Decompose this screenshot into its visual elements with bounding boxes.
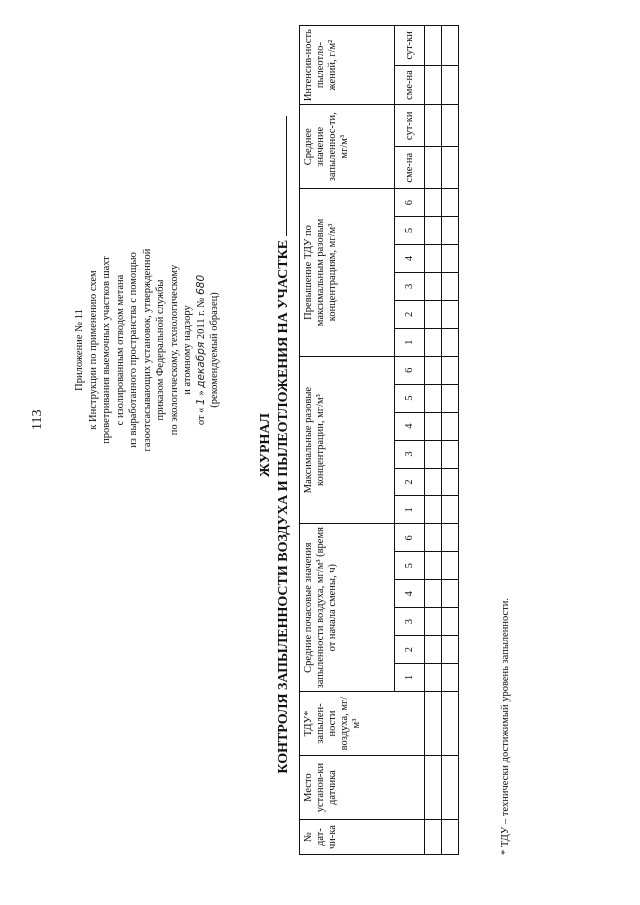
hour-cell: 1 — [395, 328, 425, 356]
appendix-line: из выработанного пространства с помощью — [128, 252, 139, 448]
title-line-2-text: КОНТРОЛЯ ЗАПЫЛЕННОСТИ ВОЗДУХА И ПЫЛЕОТЛОЖЕНИЯ НА УЧАСТКЕ — [276, 239, 291, 774]
hour-cell: 1 — [395, 496, 425, 524]
hour-cell: 4 — [395, 412, 425, 440]
day-cell: сут-ки — [395, 26, 425, 66]
order-number-handwritten: 680 — [194, 274, 207, 295]
title-line-2 — [274, 10, 292, 880]
hour-cell: 5 — [395, 217, 425, 245]
hour-cell: 3 — [395, 440, 425, 468]
header-mean-dustiness: Среднее значение запыленнос-ти, мг/м³ — [300, 105, 395, 189]
hour-cell: 3 — [395, 272, 425, 300]
appendix-line: Приложение № 11 — [74, 309, 85, 391]
hour-cell: 6 — [395, 356, 425, 384]
hour-cell: 2 — [395, 636, 425, 664]
date-prefix: от « — [195, 407, 207, 426]
date-day-handwritten: 1 — [194, 398, 207, 405]
appendix-line: с изолированным отводом метана — [114, 274, 126, 426]
hour-cell: 2 — [395, 300, 425, 328]
header-deposit-intensity: Интенсив-ность пылеотло-жений, г/м² — [300, 26, 395, 105]
appendix-block — [73, 215, 222, 485]
shift-cell: сме-на — [395, 65, 425, 105]
hour-cell: 4 — [395, 580, 425, 608]
hour-cell: 6 — [395, 524, 425, 552]
appendix-line: газоотсасывающих установок, утвержденной — [141, 248, 153, 452]
journal-title — [257, 10, 292, 880]
date-year: 2011 г. № — [195, 297, 207, 340]
appendix-line: приказом Федеральной службы — [155, 279, 166, 421]
header-row — [300, 26, 395, 855]
title-line-1: ЖУРНАЛ — [258, 413, 273, 477]
header-avg-hourly: Средние почасовые значения запыленности воздуха, мг/м³ (время от начала смены, ч) — [300, 524, 395, 692]
shift-cell: сме-на — [395, 147, 425, 189]
hour-cell: 6 — [395, 189, 425, 217]
site-blank-line — [274, 116, 287, 236]
date-mid: » — [195, 390, 207, 396]
date-month-handwritten: декабря — [194, 341, 207, 388]
appendix-line: по экологическому, технологическому — [168, 264, 180, 436]
table-row — [425, 26, 442, 855]
journal-table — [299, 25, 459, 855]
rotated-document — [55, 10, 575, 880]
appendix-line: и атомному надзору — [182, 305, 193, 395]
appendix-line: проветривания выемочных участков шахт — [101, 256, 112, 444]
appendix-date — [195, 215, 209, 485]
hour-cell: 4 — [395, 245, 425, 273]
hour-cell: 5 — [395, 384, 425, 412]
day-cell: сут-ки — [395, 105, 425, 147]
table-row — [442, 26, 459, 855]
header-tdu: ТДУ* запылен-ности воздуха, мг/м³ — [300, 692, 425, 756]
page-number: 113 — [30, 409, 45, 430]
header-sensor-place: Место установ-ки датчика — [300, 756, 425, 820]
header-sensor-number: № дат-чи-ка — [300, 820, 425, 855]
appendix-note: (рекомендуемый образец) — [209, 292, 220, 408]
header-tdu-exceed: Превышение ТДУ по максимальным разовым концентрациям, мг/м³ — [300, 189, 395, 357]
footnote: * ТДУ – технически достижимый уровень запыленности. — [500, 597, 511, 855]
header-max-concentration: Максимальные разовые концентрации, мг/м³ — [300, 356, 395, 524]
appendix-line: к Инструкции по применению схем — [87, 270, 99, 430]
hour-cell: 1 — [395, 664, 425, 692]
hour-cell: 5 — [395, 552, 425, 580]
hour-cell: 2 — [395, 468, 425, 496]
hour-cell: 3 — [395, 608, 425, 636]
